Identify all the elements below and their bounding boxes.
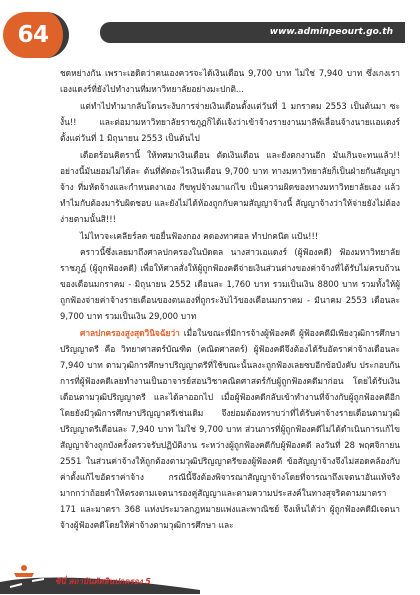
- court-ruling-highlight: ศาลปกครองสูงสุดวินิจฉัยว่า: [80, 328, 180, 339]
- scale-icon: [14, 565, 34, 577]
- article-body: [60, 66, 400, 535]
- paragraph-5: คราวนี้ซึ่งเลยมาถึงศาลปกครองในบัดดล นางสาวเอแดงร์ (ผู้ฟ้องคดี) ฟ้องมหาวิทยาลัยราชภูฏ์ (ผู้ถูกฟ้องคดี) เพื่อให้ศาลสั่งให้ผู้ถูกฟ้องคดีจ่ายเงินส่วนต่างของค่าจ้างที่ได้รับไม่ครบถ้วนของเดือนมกราคม - มิถุนายน 2552 เดือนละ 1,760 บาท รวมเป็นเงิน 8800 บาท รวมทั้งให้ผู้ถูกฟ้องจ่ายค่าจ้างรายเดือนของตนเองที่ถูกระงับไว้ของเดือนมกราคม - มีนาคม 2553 เดือนละ 9,700 บาท รวมเป็นเงิน 29,000 บาท: [60, 247, 400, 322]
- paragraph-4: ไม่ไหวจะเคลียร์ลด ขอยื่นฟ้องกอง คดองทาศอล ทำปกคนีด แป้น!!!: [80, 230, 319, 241]
- paragraph-2: แต่ทำไปทำมากลับโดนระงับการจ่ายเงินเดือนตั้งแต่วันที่ 1 มกราคม 2553 เป็นต้นมา ซะงั้น!! และต่อมามหาวิทยาลัยราชภูฏก็ได้เเจ้งว่าเข้าจ้างรายงานมาลีพ์เลื่อนจ้างนายเเอแดงร์ ตั้งแต่วันที่ 1 มิถุนายน 2553 เป็นต้นไป: [60, 100, 400, 143]
- paragraph-1: ชดหย่างกัน เพราะเฮดิดว่าคนเองควรจะได้เงินเดือน 9,700 บาท ไม่ใช่ 7,940 บาท ซึ่งเกงเราเองแดงร์ที่ยังไปทำงานที่มหาวิทยาลัยอย่างมะปกติ...: [60, 68, 400, 94]
- paragraph-3: เดือดร้อนคิดรานี้ ให้ทศมาเงินเดือน ตัดเงินเดือน และยังตกงานอีก มันเกินจะทนแล้ว!! อย่างนี้มันยอมไม่ได้ละ ต้นที่ตัดอะไรเงินเดือน 9,700 บาท ทางมหาวิทยาลัยก็เป็นฝ่ายกันสัญญาจ้าง ที่มหัดจ้างและกำหนดงาเอง กีขพูปจ้างมาแก่ไข เป็นความผิดของทางมหาวิทยาลัยเอง แล้วทำไมกับต้องมารับผิดชอบ และยังไม่ได้ห้องถูกกับคามสัญญาจ้างนี้ สัญญาจ้างว่าให้จ่ายยังไม่ต้องง่ายตามนั้นสิ!!!: [60, 149, 400, 224]
- paragraph-6-body: เมื่อในขณะที่มีการจ้างผู้ฟ้องคดี ผู้ฟ้องคดีมีเพียงวุฒิการศึกษาปริญญาตรี คือ วิทยาศาสตร์บัณฑิต (คณิตศาสตร์) ผู้ฟ้องคดีจึงต้องได้รับอัตราค่าจ้างเดือนละ 7,940 บาท ตามวุฒิการศึกษาปริญญาตรีที่ใช้ขณะนั้นลงะถูกฟ้องเลยซบอีกข้อบังคับ ประกอบกันการที่ผู้ฟ้องคดีเลยทำงานเป็นอาจารย์สอนวิชาคณิตศาสตร์กับผู้ถูกฟ้องคดีมาก่อน โดยได้รับเงินเดือนตามวุฒิปริญญาตรี และได้ลาออกไป เมื่อผู้ฟ้องคดีกลับเข้าทำงานที่จ้างกับผู้ถูกฟ้องคดีอีกโดยยังมีวุฒิการศึกษาปริญญาตรีเช่นเดิม จึงย่อมต้องทราบว่าที่ได้รับค่าจ้างรายเดือนตามวุฒิปริญญาตรีเดือนละ 7,940 บาท ไม่ใช่ 9,700 บาท ส่วนการที่ผู้ถูกฟ้องคดีไม่ได้ดำเนินการแก้ไขสัญญาจ้างถูกบังครั้งตรวจรับปฏิบัติงาน ระหว่างผู้ถูกฟ้องคดีกับผู้ฟ้องคดี ลงวันที่ 28 พฤศจิกายน 2551 ในส่วนค่าจ้างให้ถูกต้องตามวุฒิปริญญาตรีของผู้ฟ้องคดี ข้อสัญญาจ้างจึงไม่สอดคล้องกับค่าตั้งแก้ไขอัตราค่าจ้าง กรณีนี้จึงต้องพิจารณาสัญญาจ้างโดยที่จารณาถึงเจตนาอันแท้จริงมากกว่าถ้อยคำให้ตรงตามเจตนารองคู่สัญญาและตามความประสงค์ในทางสุจริตตามมาตรา 171 และมาตรา 368 แห่งประมวลกฎหมายแพ่งและพาณิชย์ จึงเห็นได้ว่า ผู้ถูกฟ้องคดีมีเจตนาจ้างผู้ฟ้องคดีโดยให้ค่าจ้างตามวุฒิการศึกษา และ: [60, 328, 400, 530]
- page-number-badge: 64: [3, 12, 69, 58]
- paragraph-6: [60, 326, 400, 533]
- website-header-bar: www.adminpeourt.go.th: [100, 22, 405, 43]
- footer-title: ซีนี่ สถาบันตัดสินปกครอง 5: [55, 577, 151, 586]
